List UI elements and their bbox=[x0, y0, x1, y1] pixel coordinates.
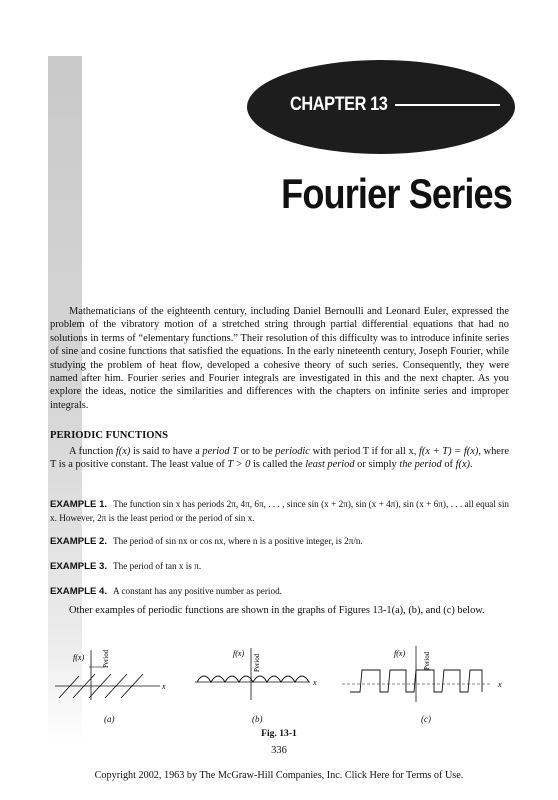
x-label-b: x bbox=[313, 678, 317, 687]
intro-paragraph: Mathematicians of the eighteenth century, including Daniel Bernoulli and Leonard Euler, expressed the problem of the vibratory motion of a stretched string through partial differential equations that had no solutions in terms of “elementary functions.” Their resolution of this difficulty was to introduce infinite series of sine and cosine functions that satisfied the equations. In the early nineteenth century, Joseph Fourier, while studying the problem of heat flow, developed a cohesive theory of such series. Consequently, they were named after him. Fourier series and Fourier integrals are investigated in this and the next chapter. As you explore the ideas, notice the similarities and differences with the chapters on infinite series and improper integrals. bbox=[50, 306, 509, 411]
chapter-title: Fourier Series bbox=[281, 170, 512, 217]
copyright-footer[interactable]: Copyright 2002, 1963 by The McGraw-Hill Companies, Inc. Click Here for Terms of Use. bbox=[94, 770, 464, 781]
chapter-label: CHAPTER 13 bbox=[290, 94, 388, 115]
caption-b: (b) bbox=[252, 714, 263, 724]
figure-a-sawtooth bbox=[55, 640, 175, 710]
period-label-a: Period bbox=[102, 649, 110, 668]
definition-paragraph: A function f(x) is said to have a period T or to be periodic with period T if for all x, f(x + T) = f(x), where T is a positive constant. The least value of T > 0 is called the least period or simply the period of f(x). bbox=[50, 446, 509, 471]
chapter-rule bbox=[395, 104, 500, 106]
page-number: 336 bbox=[271, 745, 287, 756]
example-2: EXAMPLE 2. The period of sin nx or cos nx, where n is a positive integer, is 2π/n. bbox=[50, 536, 363, 547]
figure-c-square-wave bbox=[342, 640, 512, 710]
period-label-c: Period bbox=[423, 651, 431, 670]
caption-a: (a) bbox=[104, 714, 115, 724]
period-label-b: Period bbox=[253, 653, 261, 672]
example-3: EXAMPLE 3. The period of tan x is π. bbox=[50, 561, 202, 572]
chapter-rule-tail bbox=[500, 104, 510, 106]
figure-label: Fig. 13-1 bbox=[261, 728, 297, 739]
figures-intro: Other examples of periodic functions are shown in the graphs of Figures 13-1(a), (b), and (c) below. bbox=[69, 605, 485, 616]
arch-curve bbox=[197, 676, 309, 682]
example-1: EXAMPLE 1. The function sin x has periods 2π, 4π, 6π, . . . , since sin (x + 2π), sin (x + 4π), sin (x + 6π), . . . all equal sin x. However, 2π is the least period or the period of sin x. bbox=[50, 499, 509, 523]
caption-c: (c) bbox=[421, 714, 431, 724]
x-label-c: x bbox=[498, 680, 502, 689]
fx-label-a: f(x) bbox=[73, 653, 85, 662]
section-heading: PERIODIC FUNCTIONS bbox=[50, 430, 169, 441]
example-4: EXAMPLE 4. A constant has any positive number as period. bbox=[50, 586, 282, 597]
fx-label-b: f(x) bbox=[233, 649, 245, 658]
figure-b-arches bbox=[195, 640, 325, 710]
fx-label-c: f(x) bbox=[394, 649, 406, 658]
x-label-a: x bbox=[162, 682, 166, 691]
